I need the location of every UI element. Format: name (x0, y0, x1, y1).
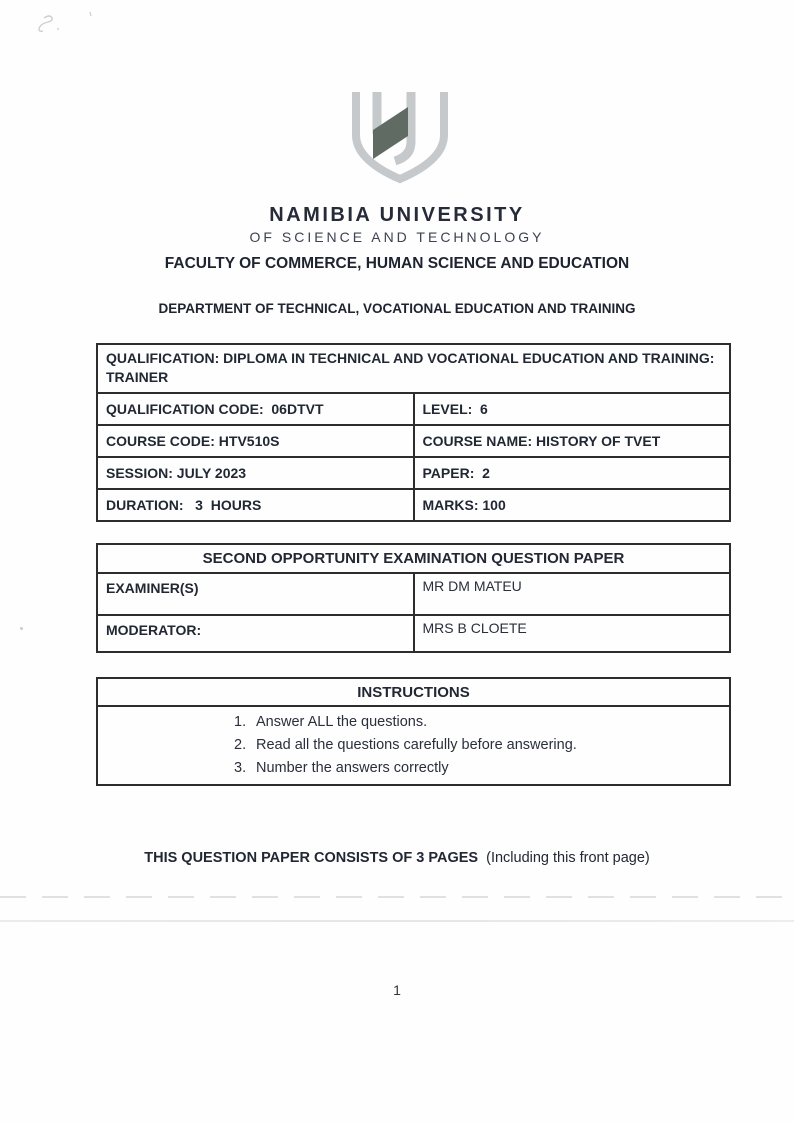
table-row (97, 425, 730, 457)
faculty-title: FACULTY OF COMMERCE, HUMAN SCIENCE AND EDUCATION (164, 255, 630, 272)
scan-artifact-faint-line (0, 920, 794, 922)
examination-table (96, 543, 731, 653)
scan-artifact-dashed-line (0, 896, 794, 898)
table-row (97, 457, 730, 489)
instruction-item (234, 711, 721, 734)
page-count-bold: THIS QUESTION PAPER CONSISTS OF 3 PAGES (144, 850, 479, 866)
course-info-table (96, 343, 731, 522)
scan-speck (20, 627, 23, 630)
university-name: NAMIBIA UNIVERSITY (269, 204, 525, 226)
exam-paper-title: SECOND OPPORTUNITY EXAMINATION QUESTION PAPER (97, 544, 730, 573)
instruction-number: 1. (234, 714, 247, 730)
course-code-cell: COURSE CODE: HTV510S (97, 425, 414, 457)
table-row (97, 393, 730, 425)
qualification-code-cell: QUALIFICATION CODE: 06DTVT (97, 393, 414, 425)
page-number: 1 (393, 982, 401, 998)
instructions-title: INSTRUCTIONS (97, 678, 730, 706)
table-row (97, 573, 730, 615)
duration-cell: DURATION: 3 HOURS (97, 489, 414, 521)
instruction-number: 2. (234, 737, 247, 753)
instructions-body (97, 706, 730, 785)
table-row (97, 544, 730, 573)
instruction-number: 3. (234, 760, 247, 776)
table-row (97, 678, 730, 706)
table-row (97, 344, 730, 393)
nust-shield-logo (351, 90, 449, 190)
paper-cell: PAPER: 2 (414, 457, 731, 489)
university-subtitle: OF SCIENCE AND TECHNOLOGY (249, 229, 545, 245)
examiner-label: EXAMINER(S) (97, 573, 414, 615)
pencil-scribble-mark (30, 8, 100, 36)
table-row (97, 706, 730, 785)
course-name-cell: COURSE NAME: HISTORY OF TVET (414, 425, 731, 457)
marks-cell: MARKS: 100 (414, 489, 731, 521)
instructions-table (96, 677, 731, 786)
moderator-name: MRS B CLOETE (414, 615, 731, 652)
session-cell: SESSION: JULY 2023 (97, 457, 414, 489)
table-row (97, 489, 730, 521)
table-row (97, 615, 730, 652)
page-count-note (0, 850, 794, 866)
moderator-label: MODERATOR: (97, 615, 414, 652)
instruction-item (234, 734, 721, 757)
instruction-text: Answer ALL the questions. (256, 714, 428, 730)
level-cell: LEVEL: 6 (414, 393, 731, 425)
examiner-name: MR DM MATEU (414, 573, 731, 615)
qualification-cell: QUALIFICATION: DIPLOMA IN TECHNICAL AND VOCATIONAL EDUCATION AND TRAINING: TRAINER (97, 344, 730, 393)
instruction-text: Read all the questions carefully before answering. (256, 737, 577, 753)
page-count-parenthetical: (Including this front page) (486, 850, 650, 866)
department-title: DEPARTMENT OF TECHNICAL, VOCATIONAL EDUCATION AND TRAINING (158, 301, 636, 316)
instruction-item (234, 757, 721, 780)
instruction-text: Number the answers correctly (256, 760, 449, 776)
